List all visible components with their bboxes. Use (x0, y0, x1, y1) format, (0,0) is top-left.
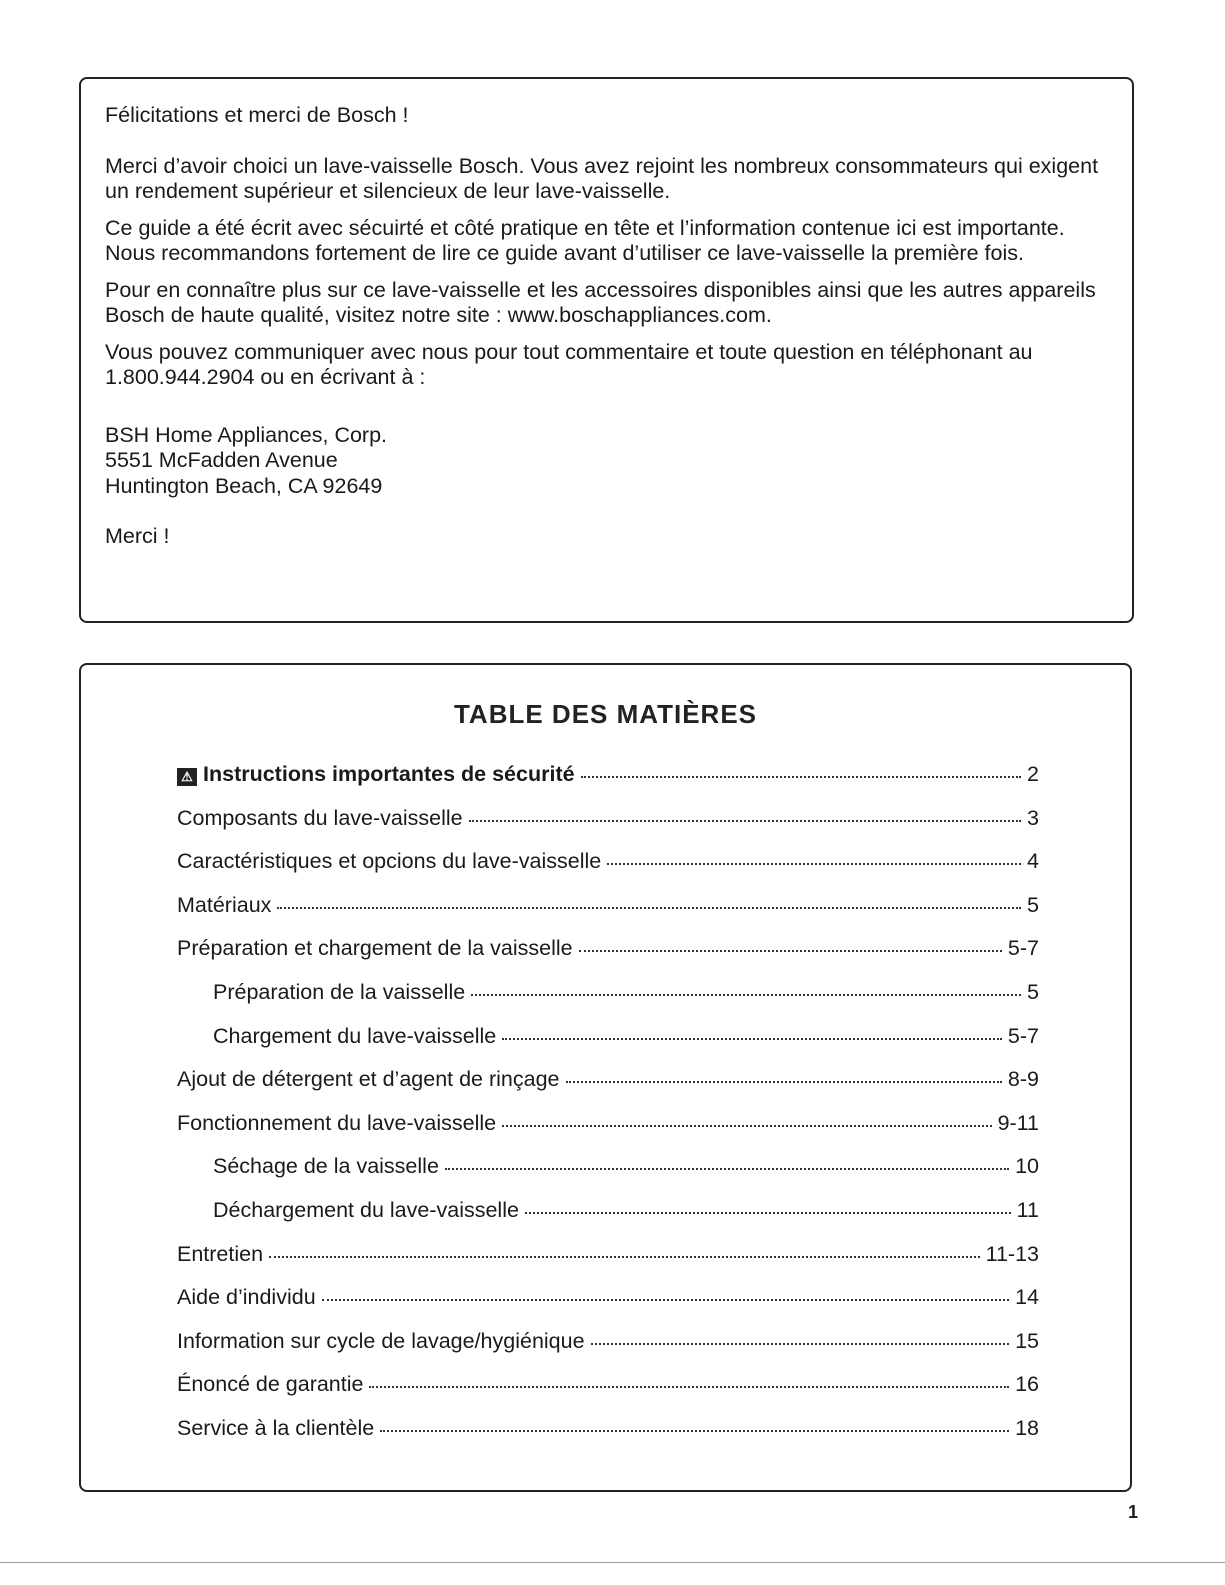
toc-item-label: Information sur cycle de lavage/hygiénique (177, 1328, 585, 1353)
toc-leader (380, 1430, 1009, 1432)
toc-item-label: Service à la clientèle (177, 1415, 375, 1440)
toc-item-label: Caractéristiques et opcions du lave-vaisselle (177, 849, 602, 874)
intro-box (79, 77, 1134, 623)
warning-triangle-icon: ⚠ (177, 768, 197, 786)
toc-leader (322, 1299, 1009, 1301)
toc-item-label: Préparation de la vaisselle (213, 979, 466, 1004)
intro-paragraph: Merci d’avoir choici un lave-vaisselle Bosch. Vous avez rejoint les nombreux consommateurs qui exigent un rendement supérieur et silencieux de leur lave-vaisselle. (105, 153, 1099, 203)
toc-item[interactable] (177, 849, 1039, 893)
address-block (105, 423, 1106, 500)
greeting: Félicitations et merci de Bosch ! (105, 103, 409, 127)
toc-leader (607, 863, 1021, 865)
toc-item[interactable] (177, 1372, 1039, 1416)
toc-item-label: Fonctionnement du lave-vaisselle (177, 1110, 497, 1135)
bottom-rule (0, 1562, 1225, 1563)
toc-item-page: 5-7 (1007, 1023, 1039, 1048)
toc-item[interactable] (177, 893, 1039, 937)
toc-item[interactable] (177, 1416, 1039, 1460)
toc-item-label: Composants du lave-vaisselle (177, 805, 463, 830)
toc-item-label: Instructions importantes de sécurité (203, 762, 575, 786)
toc-item[interactable] (177, 1111, 1039, 1155)
toc-item[interactable] (177, 1285, 1039, 1329)
toc-item-label: Énoncé de garantie (177, 1372, 364, 1397)
toc-list (177, 762, 1039, 1460)
toc-leader (502, 1125, 991, 1127)
toc-leader (591, 1343, 1010, 1345)
toc-item-label: Ajout de détergent et d’agent de rinçage (177, 1067, 560, 1092)
intro-paragraph: Vous pouvez communiquer avec nous pour tout commentaire et toute question en téléphonant au 1.800.944.2904 ou en écrivant à : (105, 339, 1033, 389)
toc-subitem[interactable] (177, 980, 1039, 1024)
toc-item-label: Déchargement du lave-vaisselle (213, 1197, 519, 1222)
closing: Merci ! (105, 524, 170, 548)
toc-leader (269, 1256, 980, 1258)
toc-item-label: Entretien (177, 1241, 264, 1266)
toc-leader (469, 820, 1021, 822)
toc-item[interactable] (177, 1242, 1039, 1286)
intro-paragraph: Pour en connaître plus sur ce lave-vaisselle et les accessoires disponibles ainsi que les autres appareils Bosch de haute qualité, visitez notre site : www.boschappliances.com. (105, 277, 1096, 327)
toc-item-label: Préparation et chargement de la vaisselle (177, 936, 573, 961)
toc-leader (502, 1038, 1002, 1040)
toc-item[interactable] (177, 1067, 1039, 1111)
table-of-contents (79, 663, 1132, 1492)
toc-leader (277, 907, 1021, 909)
toc-item-page: 2 (1027, 762, 1039, 786)
toc-item-page: 15 (1015, 1328, 1039, 1353)
toc-leader (471, 994, 1021, 996)
toc-item-page: 5 (1027, 892, 1039, 917)
toc-leader (445, 1168, 1009, 1170)
toc-title: TABLE DES MATIÈRES (453, 699, 758, 729)
toc-item-page: 18 (1015, 1415, 1039, 1440)
toc-item-page: 10 (1015, 1154, 1039, 1179)
toc-item-page: 14 (1015, 1285, 1039, 1310)
toc-leader (581, 776, 1021, 778)
address-line: 5551 McFadden Avenue (105, 448, 338, 472)
toc-item-page: 11-13 (985, 1241, 1039, 1266)
toc-item-page: 16 (1015, 1372, 1039, 1397)
toc-leader (566, 1081, 1002, 1083)
toc-item-label: Aide d’individu (177, 1285, 316, 1310)
toc-subitem[interactable] (177, 1198, 1039, 1242)
toc-item-label: Séchage de la vaisselle (213, 1154, 439, 1179)
address-line: BSH Home Appliances, Corp. (105, 422, 388, 447)
toc-subitem[interactable] (177, 1024, 1039, 1068)
address-line: Huntington Beach, CA 92649 (105, 473, 383, 498)
toc-item[interactable] (177, 936, 1039, 980)
toc-leader (579, 950, 1002, 952)
toc-leader (369, 1386, 1009, 1388)
toc-item[interactable] (177, 806, 1039, 850)
toc-item-page: 11 (1016, 1197, 1039, 1222)
toc-item-page: 5-7 (1007, 936, 1039, 961)
toc-item[interactable] (177, 762, 1039, 806)
toc-item-page: 3 (1027, 805, 1039, 830)
toc-leader (525, 1212, 1011, 1214)
toc-item-page: 8-9 (1007, 1067, 1039, 1092)
toc-subitem[interactable] (177, 1154, 1039, 1198)
intro-paragraph: Ce guide a été écrit avec sécuirté et côté pratique en tête et l’information contenue ici est importante. Nous recommandons fortement de lire ce guide avant d’utiliser ce lave-vaisselle la première fois. (105, 215, 1065, 265)
toc-item-label: Matériaux (177, 892, 272, 917)
toc-item-page: 9-11 (997, 1110, 1039, 1135)
page-number: 1 (1128, 1502, 1139, 1522)
toc-item[interactable] (177, 1329, 1039, 1373)
toc-item-page: 4 (1027, 849, 1039, 874)
toc-item-label: Chargement du lave-vaisselle (213, 1023, 497, 1048)
toc-item-page: 5 (1027, 979, 1039, 1004)
